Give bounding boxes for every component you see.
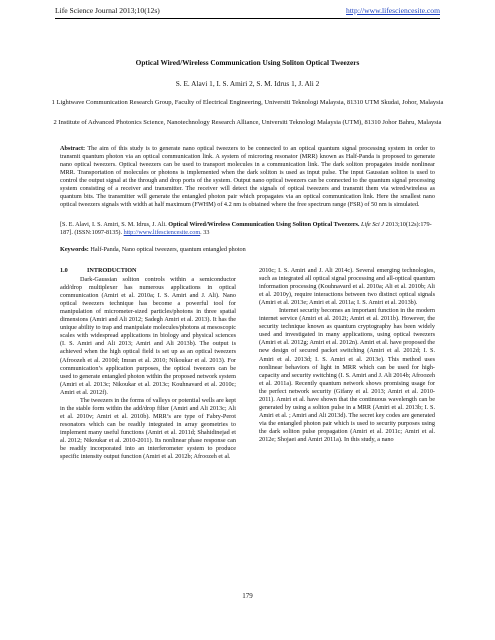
citation-journal: Life Sci J <box>361 221 385 228</box>
section-title: INTRODUCTION <box>87 267 137 274</box>
abstract <box>60 145 435 209</box>
keywords-label: Keywords: <box>60 246 89 253</box>
abstract-label: Abstract: <box>60 145 86 152</box>
journal-name: Life Science Journal 2013;10(12s) <box>55 6 160 15</box>
citation-details: 2013;10(12s):179-187]. (ISSN:1097-8135). <box>60 221 432 237</box>
paper-title: Optical Wired/Wireless Communication Using Soliton Optical Tweezers <box>135 58 360 67</box>
citation-prefix: [S. E. Alavi, I. S. Amiri, S. M. Idrus, J. Ali. <box>60 221 167 228</box>
keywords <box>60 246 435 254</box>
intro-paragraph-4: Internet security becomes an important function in the modern internet service (Amiri et al. 2012i; Amiri et al. 2011b). However, the security technique known as quantum cryptography has been widely used and investigated in many applications, using optical tweezers (Amiri et al. 2012g; Amiri et al. 2012n). Amiri et al. have proposed the new design of secured packet switching (Amiri et al. 2012d; I. S. Amiri et al. 2013d; I. S. Amiri et al. 2013e). This method uses nonlinear behaviors of light in MRR which can be used for high-capacity and security switching (I. S. Amiri and J. Ali 2014b; Afroozeh et al. 2011a). Recently quantum network shows promising usage for the perfect network security (Gifany et al. 2013; Amiri et al. 2010-2011). Amiri et al. have shown that the continuous wavelength can be generated by using a soliton pulse in a MRR (Amiri et al. 2013b; I. S. Amiri et al. ; Amiri and Ali 2013d). The secret key codes are generated via the entangled photon pair which is used to security purposes using the dark soliton pulse propagation (Amiri et al. 2011c; Amiri et al. 2012e; Shojaei and Amiri 2011a). In this study, a nano <box>259 307 435 443</box>
citation-url-link[interactable]: http://www.lifesciencesite.com <box>123 229 201 237</box>
section-number: 1.0 <box>60 267 68 274</box>
citation-number: . 33 <box>200 229 210 237</box>
right-column <box>259 267 435 444</box>
keywords-text: Half-Panda, Nano optical tweezers, quantum entangled photon <box>90 246 246 253</box>
page-number: 179 <box>242 592 253 600</box>
citation <box>60 221 435 237</box>
section-heading <box>60 267 236 275</box>
journal-url-link[interactable]: http://www.lifesciencesite.com <box>346 6 440 15</box>
citation-title: Optical Wired/Wireless Communication Using Soliton Optical Tweezers. <box>168 221 360 228</box>
intro-paragraph-1: Dark-Gaussian soliton controls within a semiconductor add/drop multiplexer has numerous applications in optical communication (Amiri et al. 2010a; I. S. Amiri and J. Ali). Nano optical tweezers technique has become a powerful tool for manipulation of micrometer-sized particles/photons in three spatial dimensions (Amiri and Ali 2012; Sadegh Amiri et al. 2013). It has the unique ability to trap and manipulate molecules/photons at mesoscopic scales with widespread applications in biology and physical sciences (I. S. Amiri and Ali 2013; Amiri and Ali 2013b). The output is achieved when the high optical field is set up as an optical tweezers (Afroozeh et al. 2010d; Imran et al. 2010; Nikoukar et al. 2013). For communication’s application purposes, the optical tweezers can be used to generate entangled photon within the proposed network system (Amiri et al. 2013c; Nikoukar et al. 2013c; Kouhnavard et al. 2010c; Amiri et al. 2012f). <box>60 276 236 396</box>
intro-paragraph-2: The tweezers in the forms of valleys or potential wells are kept in the stable form within the add/drop filter (Amiri and Ali 2013c; Ali et al. 2010v; Amiri et al. 2010b). MRR’s are type of Fabry-Perot resonators which can be readily integrated in array geometries to implement many useful functions (Amiri et al. 2011d; Shahidinejad et al. 2012; Nikoukar et al. 2010-2011). Its nonlinear phase response can be readily incorporated into an interferometer system to produce specific intensity output function (Amiri et al. 2012b; Afroozeh et al. <box>60 396 236 461</box>
running-header <box>55 6 440 19</box>
affiliation-1: 1 Lightwave Communication Research Group, Faculty of Electrical Engineering, Universiti Teknologi Malaysia, 81310 UTM Skudai, Johor, Malaysia <box>51 99 444 106</box>
author-list: S. E. Alavi 1, I. S. Amiri 2, S. M. Idrus 1, J. Ali 2 <box>175 79 320 88</box>
abstract-text: The aim of this study is to generate nano optical tweezers to be connected to an optical quantum signal processing system in order to transmit quantum photon via an optical communication link. A system of microring resonator (MRR) known as Half-Panda is proposed to generate nano optical tweezers. Optical tweezers can be used to transport molecules in a communication link. The dark soliton propagates inside nonlinear MRR. Transportation of molecules or photons is implemented when the dark soliton is used as input pulse. The input Gaussian soliton is used to control the output signal at the through and drop ports of the system. Output nano optical tweezers can be connected to the quantum signal processing system consisting of a receiver and transmitter. The receiver will detect the signals of optical tweezers and transmit them via wired/wireless as quantum bits. The transmitter will generate the entangled photon pair which propagates via an optical communication link. Here the smallest nano optical tweezers signals with width at half maximum (FWHM) of 4.2 nm is obtained where the free spectrum range (FSR) of 50 nm is simulated. <box>60 145 435 209</box>
intro-paragraph-3: 2010c; I. S. Amiri and J. Ali 2014c). Several emerging technologies, such as integrated all optical signal processing and all-optical quantum information processing (Kouhnavard et al. 2010a; Ali et al. 2010b; Ali et al. 2010y), require interactions between two distinct optical signals (Amiri et al. 2013e; Amiri et al. 2011a; I. S. Amiri et al. 2013b). <box>259 267 435 307</box>
affiliation-2: 2 Institute of Advanced Photonics Science, Nanotechnology Research Alliance, Universiti Teknologi Malaysia (UTM), 81310 Johor Bahru, Malaysia <box>53 119 442 126</box>
left-column <box>60 267 236 461</box>
